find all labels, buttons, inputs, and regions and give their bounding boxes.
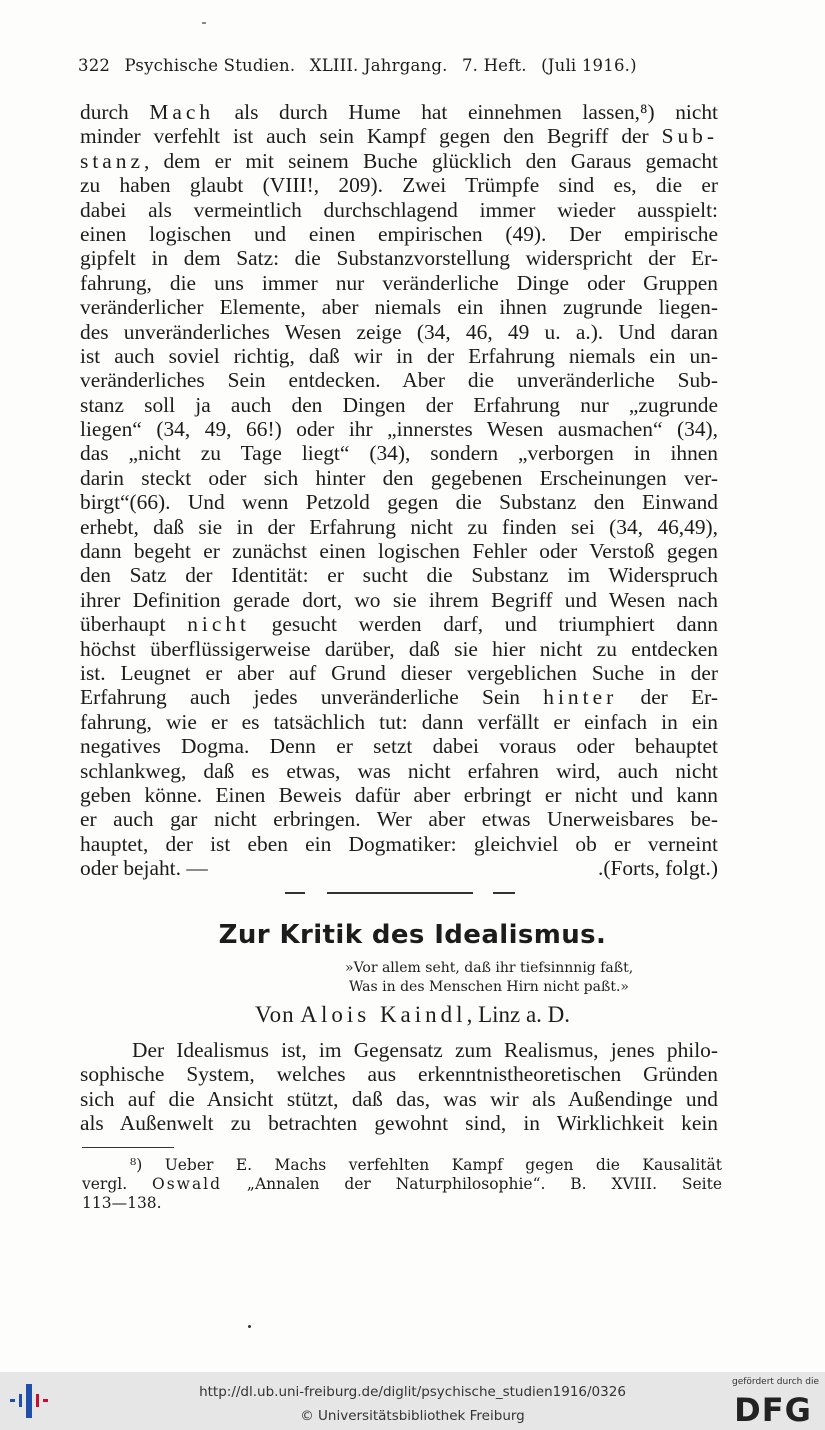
text-run: dann begeht er zunächst einen logischen Fehler oder Verstoß gegen (80, 539, 718, 564)
text-run: minder verfehlt ist auch sein Kampf gegen den Begriff der (80, 124, 662, 149)
text-run: ist auch soviel richtig, daß wir in der Erfahrung niemals ein un- (80, 343, 718, 368)
issue: 7. Heft. (461, 56, 527, 75)
epigraph-line-1: »Vor allem seht, daß ihr tiefsinnnig faßt, (345, 960, 634, 976)
emphasized-text: hinter (543, 685, 618, 710)
section-divider (285, 892, 515, 894)
text-line (80, 807, 718, 831)
text-line (80, 490, 718, 514)
scan-mark (202, 22, 206, 24)
text-run: dabei als vermeintlich durchschlagend immer wieder ausspielt: (80, 197, 718, 222)
text-line (80, 344, 718, 368)
text-run: durch (80, 100, 150, 124)
permalink-url[interactable]: http://dl.ub.uni-freiburg.de/diglit/psychische_studien1916/0326 (199, 1384, 626, 1400)
text-run: negatives Dogma. Denn er setzt dabei voraus oder behauptet (80, 734, 718, 759)
text-run: gesucht werden darf, und triumphiert dann (249, 612, 718, 637)
text-line (80, 1087, 718, 1111)
text-run: fahrung, wie er es tatsächlich tut: dann verfällt er einfach in ein (80, 709, 718, 734)
text-line (80, 149, 718, 173)
text-run: geben könne. Einen Beweis dafür aber erbringt er nicht und kann (80, 782, 718, 807)
dfg-logo (727, 1377, 819, 1425)
text-run: gipfelt in dem Satz: die Substanzvorstellung widerspricht der Er- (80, 246, 718, 271)
scan-speck (248, 1325, 251, 1328)
text-run: veränderlicher Elemente, aber niemals ein ihnen zugrunde liegen- (80, 295, 718, 320)
text-line (80, 320, 718, 344)
text-line (80, 515, 718, 539)
text-line (80, 1062, 718, 1086)
text-run: Erfahrung auch jedes unveränderliche Sein (80, 685, 544, 710)
text-line (80, 393, 718, 417)
text-line (80, 539, 718, 563)
text-run: liegen“ (34, 49, 66!) oder ihr „innerstes Wesen ausmachen“ (34), (80, 417, 718, 442)
text-run: ist. Leugnet er aber auf Grund dieser vergeblichen Suche in der (80, 660, 718, 685)
article-title: Zur Kritik des Idealismus. (218, 920, 607, 950)
dfg-caption: gefördert durch die (732, 1377, 819, 1387)
text-run: als durch Hume hat einnehmen lassen,⁸) nicht (214, 100, 718, 124)
text-line (80, 295, 718, 319)
text-line (80, 710, 718, 734)
footnote-text: vergl. (82, 1175, 153, 1193)
epigraph-line-2: Was in des Menschen Hirn nicht paßt.» (349, 979, 629, 995)
text-line (80, 612, 718, 636)
text-line (80, 563, 718, 587)
continuation-note: .(Forts, folgt.) (597, 856, 718, 881)
footnote (82, 1156, 722, 1213)
volume: XLIII. Jahrgang. (309, 56, 448, 75)
emphasized-text: stanz (80, 148, 144, 173)
text-run: sophische System, welches aus erkenntnistheoretischen Gründen (80, 1062, 718, 1087)
text-line (80, 1038, 718, 1062)
footnote-rule (82, 1147, 174, 1148)
text-line (80, 100, 718, 124)
author-place: , Linz a. D. (466, 1002, 571, 1027)
text-line (80, 173, 718, 197)
text-run: Der Idealismus ist, im Gegensatz zum Realismus, jenes philo- (132, 1038, 718, 1062)
text-line (80, 759, 718, 783)
text-run: sich auf die Ansicht stützt, daß das, was wir als Außendinge und (80, 1086, 718, 1111)
text-line (80, 441, 718, 465)
text-run: schlankweg, daß es etwas, was nicht erfahren wird, auch nicht (80, 758, 718, 783)
copyright-notice: © Universitätsbibliothek Freiburg (300, 1408, 525, 1424)
text-line (80, 856, 718, 880)
text-line (80, 832, 718, 856)
emphasized-text: Sub- (661, 124, 718, 149)
text-run: , dem er mit seinem Buche glücklich den Garaus gemacht (143, 148, 718, 173)
text-run: zu haben glaubt (VIII!, 209). Zwei Trümpfe sind es, die er (80, 173, 718, 198)
emphasized-text: Mach (149, 100, 215, 124)
text-line (80, 368, 718, 392)
text-run: der Er- (617, 685, 718, 710)
journal-title: Psychische Studien. (124, 56, 296, 75)
text-line (80, 222, 718, 246)
author-prefix: Von (254, 1002, 295, 1027)
text-line (80, 685, 718, 709)
footnote-line-1: ⁸) Ueber E. Machs verfehlten Kampf gegen die Kausalität (130, 1156, 722, 1174)
author-line (0, 1002, 825, 1028)
text-line (80, 661, 718, 685)
issue-date: (Juli 1916.) (541, 56, 637, 75)
running-header (78, 56, 718, 75)
footnote-text: „Annalen der Naturphilosophie“. B. XVIII. Seite (222, 1175, 722, 1193)
text-run: überhaupt (80, 612, 188, 637)
text-run: oder bejaht. — (80, 856, 208, 881)
text-run: das „nicht zu Tage liegt“ (34), sondern „verborgen in ihnen (80, 441, 718, 466)
text-line (80, 734, 718, 758)
text-line (80, 271, 718, 295)
text-run: birgt“(66). Und wenn Petzold gegen die Substanz den Einwand (80, 490, 718, 515)
text-line (80, 246, 718, 270)
text-run: hauptet, der ist eben ein Dogmatiker: gleichviel ob er verneint (80, 831, 718, 856)
text-run: des unveränderliches Wesen zeige (34, 46, 49 u. a.). Und daran (80, 319, 718, 344)
text-line (80, 124, 718, 148)
text-line (80, 783, 718, 807)
text-line (80, 198, 718, 222)
text-run: darin steckt oder sich hinter den gegebenen Erscheinungen ver- (80, 465, 718, 490)
text-run: er auch gar nicht erbringen. Wer aber etwas Unerweisbares be- (80, 807, 718, 832)
text-run: veränderliches Sein entdecken. Aber die unveränderliche Sub- (80, 368, 718, 393)
text-run: als Außenwelt zu betrachten gewohnt sind, in Wirklichkeit kein (80, 1111, 718, 1136)
footnote-author: Oswald (152, 1175, 223, 1193)
text-run: einen logischen und einen empirischen (49). Der empirische (80, 221, 718, 246)
text-line (80, 637, 718, 661)
text-line (80, 417, 718, 441)
viewer-footer (0, 1372, 825, 1430)
dfg-logo-icon (727, 1377, 819, 1425)
text-run: höchst überflüssigerweise darüber, daß sie hier nicht zu entdecken (80, 636, 718, 661)
page-number: 322 (78, 56, 111, 75)
emphasized-text: nicht (187, 612, 250, 637)
footnote-line-3: 113—138. (82, 1194, 162, 1212)
footnote-line-2 (82, 1175, 722, 1194)
article-text (80, 1038, 718, 1136)
text-line (80, 1111, 718, 1135)
svg-text:DFG: DFG (734, 1391, 812, 1425)
text-line (80, 466, 718, 490)
epigraph (345, 959, 705, 997)
author-name: Alois Kaindl (300, 1002, 467, 1027)
text-run: erhebt, daß sie in der Erfahrung nicht zu finden sei (34, 46,49), (80, 514, 718, 539)
text-line (80, 588, 718, 612)
text-run: ihrer Definition gerade dort, wo sie ihrem Begriff und Wesen nach (80, 587, 718, 612)
text-run: stanz soll ja auch den Dingen der Erfahrung nur „zugrunde (80, 392, 718, 417)
text-run: den Satz der Identität: er sucht die Substanz im Widerspruch (80, 563, 718, 588)
text-run: fahrung, die uns immer nur veränderliche Dinge oder Gruppen (80, 270, 718, 295)
article-continued-text (80, 100, 718, 881)
